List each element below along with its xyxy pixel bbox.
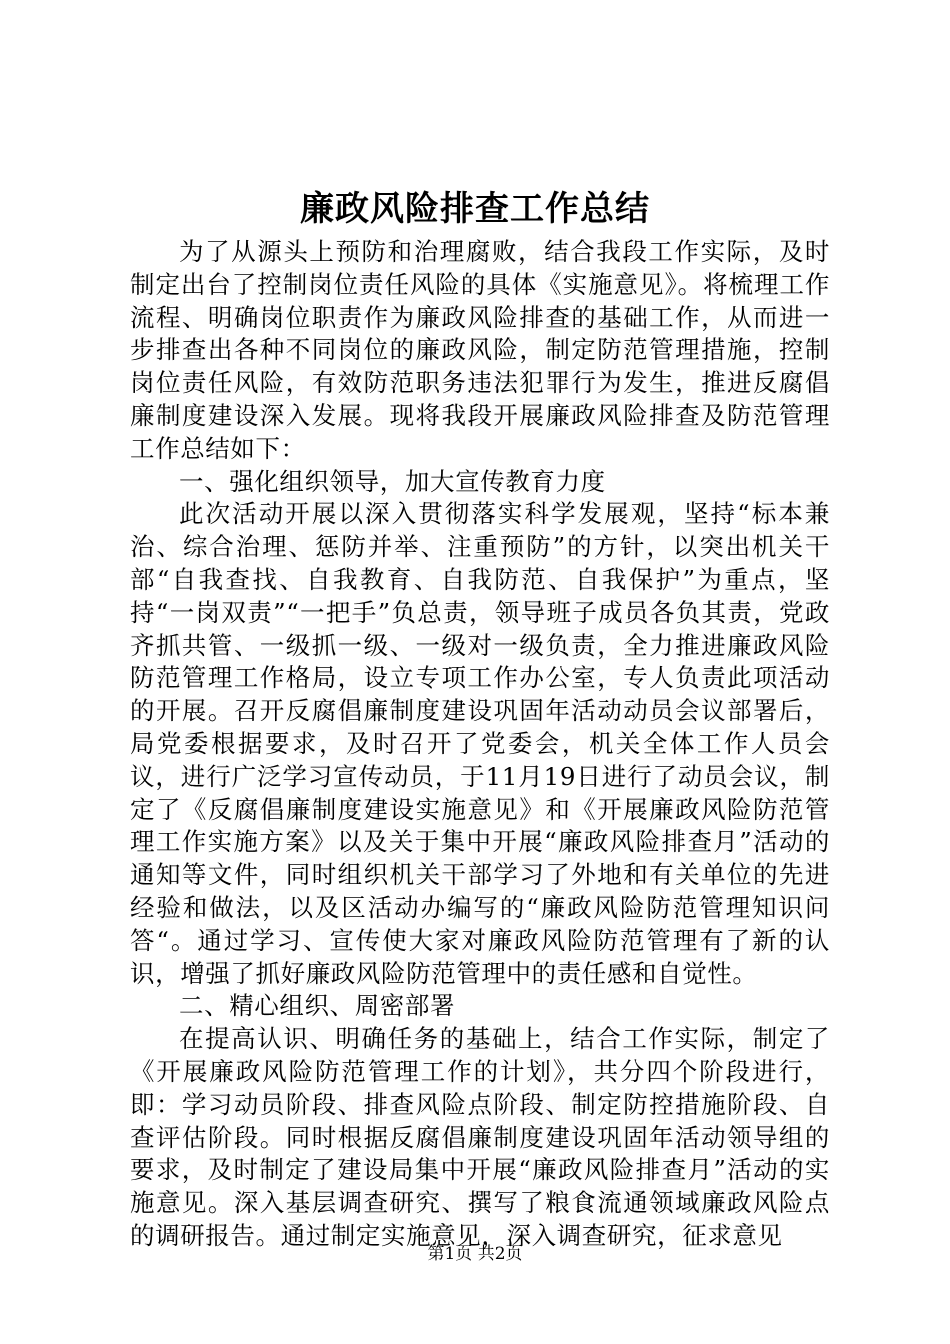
document-title: 廉政风险排查工作总结 — [300, 189, 650, 229]
page-number-footer: 第1页 共2页 — [427, 1244, 523, 1264]
intro-paragraph: 为了从源头上预防和治理腐败，结合我段工作实际，及时制定出台了控制岗位责任风险的具体《实施意见》。将梳理工作流程、明确岗位职责作为廉政风险排查的基础工作，从而进一步排查出各种不同岗位的廉政风险，制定防范管理措施，控制岗位责任风险，有效防范职务违法犯罪行为发生，推进反腐倡廉制度建设深入发展。现将我段开展廉政风险排查及防范管理工作总结如下： — [130, 237, 830, 463]
section-heading-1: 一、强化组织领导，加大宣传教育力度 — [179, 466, 606, 496]
section-heading-2: 二、精心组织、周密部署 — [179, 991, 456, 1021]
section-1-paragraph: 此次活动开展以深入贯彻落实科学发展观，坚持“标本兼治、综合治理、惩防并举、注重预防”的方针，以突出机关干部“自我查找、自我教育、自我防范、自我保护”为重点，坚持“一岗双责”“一把手”负总责，领导班子成员各负其责，党政齐抓共管、一级抓一级、一级对一级负责，全力推进廉政风险防范管理工作格局，设立专项工作办公室，专人负责此项活动的开展。召开反腐倡廉制度建设巩固年活动动员会议部署后，局党委根据要求，及时召开了党委会，机关全体工作人员会议，进行广泛学习宣传动员，于11月19日进行了动员会议，制定了《反腐倡廉制度建设实施意见》和《开展廉政风险防范管理工作实施方案》以及关于集中开展“廉政风险排查月”活动的通知等文件，同时组织机关干部学习了外地和有关单位的先进经验和做法，以及区活动办编写的“廉政风险防范管理知识问答“。通过学习、宣传使大家对廉政风险防范管理有了新的认识，增强了抓好廉政风险防范管理中的责任感和自觉性。 — [130, 499, 830, 988]
document-body — [130, 236, 830, 1253]
section-2-paragraph: 在提高认识、明确任务的基础上，结合工作实际，制定了《开展廉政风险防范管理工作的计划》，共分四个阶段进行，即：学习动员阶段、排查风险点阶段、制定防控措施阶段、自查评估阶段。同时根据反腐倡廉制度建设巩固年活动领导组的要求，及时制定了建设局集中开展“廉政风险排查月”活动的实施意见。深入基层调查研究、撰写了粮食流通领域廉政风险点的调研报告。通过制定实施意见，深入调查研究，征求意见 — [130, 1024, 830, 1250]
